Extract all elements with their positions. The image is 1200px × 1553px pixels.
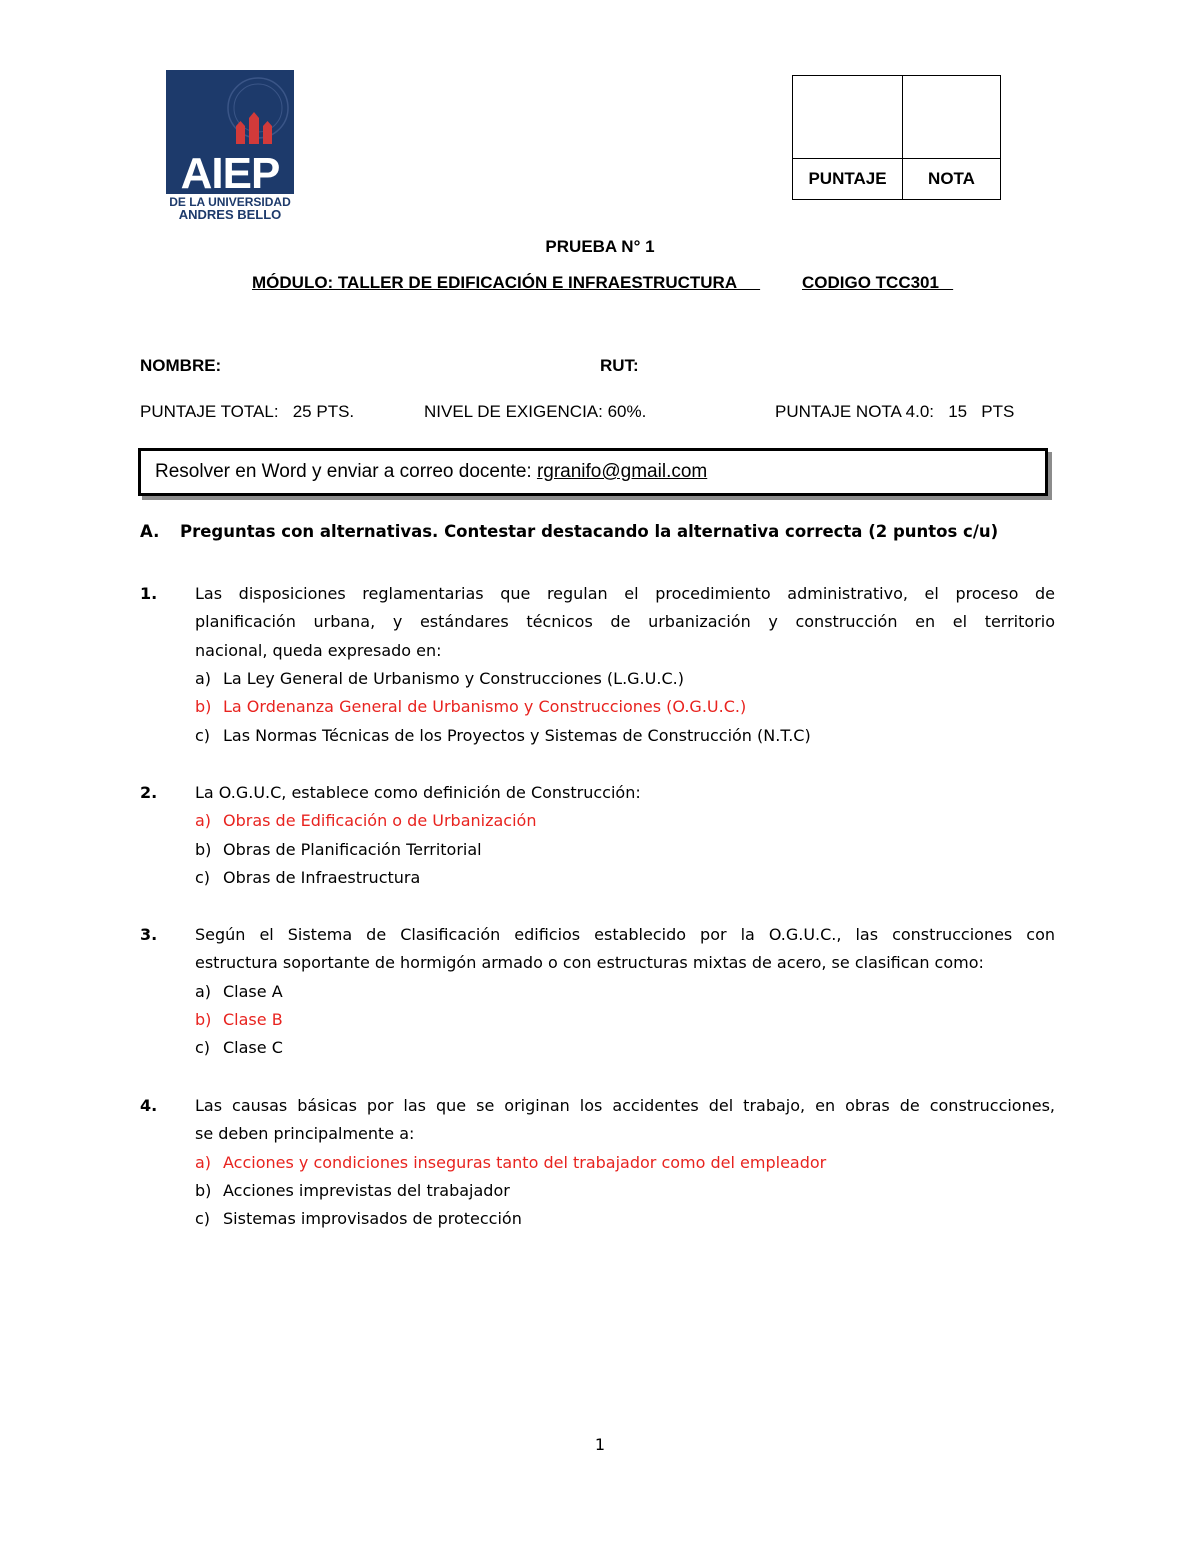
option-letter: a) — [195, 668, 212, 688]
option-text: Acciones imprevistas del trabajador — [223, 1180, 510, 1200]
question-number: 4. — [140, 1096, 158, 1115]
section-heading — [140, 522, 998, 541]
puntaje-total: PUNTAJE TOTAL: 25 PTS. — [140, 402, 355, 421]
option-text: Obras de Infraestructura — [223, 867, 421, 887]
option-letter: b) — [195, 839, 212, 859]
option-letter: c) — [195, 1038, 211, 1058]
option-text: Obras de Planificación Territorial — [223, 839, 482, 859]
question-number: 1. — [140, 584, 158, 603]
answer-option-correct[interactable] — [195, 1149, 826, 1177]
exam-title: PRUEBA N° 1 — [545, 237, 655, 256]
section-letter: A. — [140, 522, 160, 541]
option-letter: a) — [195, 981, 212, 1001]
aiep-logo — [166, 70, 294, 220]
puntaje-label: PUNTAJE — [793, 159, 903, 200]
option-letter: b) — [195, 1180, 212, 1200]
nota-box[interactable] — [903, 76, 1001, 159]
instruction-text: Resolver en Word y enviar a correo docente: — [155, 461, 537, 482]
option-text: La Ley General de Urbanismo y Construcciones (L.G.U.C.) — [223, 668, 684, 688]
question-text: Según el Sistema de Clasificación edificios establecido por la O.G.U.C., las construcciones con — [195, 925, 1055, 944]
question-text: Las disposiciones reglamentarias que regulan el procedimiento administrativo, el proceso de — [195, 584, 1055, 603]
answer-option[interactable] — [195, 1205, 522, 1233]
question-text: planificación urbana, y estándares técnicos de urbanización y construcción en el territorio — [195, 612, 1055, 632]
question-text: se deben principalmente a: — [195, 1124, 415, 1144]
question-text: estructura soportante de hormigón armado o con estructuras mixtas de acero, se clasifican como: — [195, 953, 984, 973]
option-text: La Ordenanza General de Urbanismo y Construcciones (O.G.U.C.) — [223, 697, 747, 717]
option-text: Clase C — [223, 1038, 283, 1058]
logo-line1: DE LA UNIVERSIDAD — [169, 195, 291, 209]
answer-option[interactable] — [195, 1034, 283, 1062]
nombre-label: NOMBRE: — [140, 356, 222, 375]
score-table — [792, 75, 1001, 200]
option-letter: b) — [195, 697, 212, 717]
question-text: nacional, queda expresado en: — [195, 640, 442, 660]
section-title: Preguntas con alternativas. Contestar destacando la alternativa correcta (2 puntos c/u) — [180, 522, 999, 541]
option-text: Clase A — [223, 981, 283, 1001]
rut-label: RUT: — [600, 356, 639, 375]
nivel-exigencia: NIVEL DE EXIGENCIA: 60%. — [424, 402, 647, 421]
nota-label: NOTA — [903, 159, 1001, 200]
answer-option-correct[interactable] — [195, 693, 746, 721]
puntaje-box[interactable] — [793, 76, 903, 159]
option-text: Acciones y condiciones inseguras tanto del trabajador como del empleador — [223, 1152, 827, 1172]
question-number: 2. — [140, 783, 158, 802]
question-number: 3. — [140, 925, 158, 944]
option-letter: c) — [195, 725, 211, 745]
question-text: Las causas básicas por las que se originan los accidentes del trabajo, en obras de construcciones, — [195, 1096, 1055, 1115]
answer-option[interactable] — [195, 722, 811, 750]
logo-line2: ANDRES BELLO — [178, 207, 282, 220]
option-letter: c) — [195, 1209, 211, 1229]
option-letter: b) — [195, 1009, 212, 1029]
module-title: MÓDULO: TALLER DE EDIFICACIÓN E INFRAESTRUCTURA — [252, 273, 761, 292]
option-text: Sistemas improvisados de protección — [223, 1209, 522, 1229]
answer-option[interactable] — [195, 864, 420, 892]
answer-option-correct[interactable] — [195, 807, 536, 835]
question-text: La O.G.U.C, establece como definición de Construcción: — [195, 783, 641, 802]
option-text: Obras de Edificación o de Urbanización — [223, 811, 537, 831]
instruction-box — [138, 448, 1048, 496]
module-code: CODIGO TCC301 — [802, 273, 954, 292]
teacher-email-link[interactable]: rgranifo@gmail.com — [536, 461, 708, 482]
option-letter: a) — [195, 811, 212, 831]
answer-option[interactable] — [195, 978, 283, 1006]
answer-option[interactable] — [195, 1177, 510, 1205]
answer-option-correct[interactable] — [195, 1006, 283, 1034]
option-letter: c) — [195, 867, 211, 887]
page-number: 1 — [594, 1435, 606, 1454]
option-text: Clase B — [223, 1009, 283, 1029]
puntaje-nota-4: PUNTAJE NOTA 4.0: 15 PTS — [775, 402, 1015, 421]
answer-option[interactable] — [195, 836, 482, 864]
logo-brand: AIEP — [180, 149, 280, 198]
option-text: Las Normas Técnicas de los Proyectos y Sistemas de Construcción (N.T.C) — [223, 725, 811, 745]
answer-option[interactable] — [195, 665, 684, 693]
option-letter: a) — [195, 1152, 212, 1172]
